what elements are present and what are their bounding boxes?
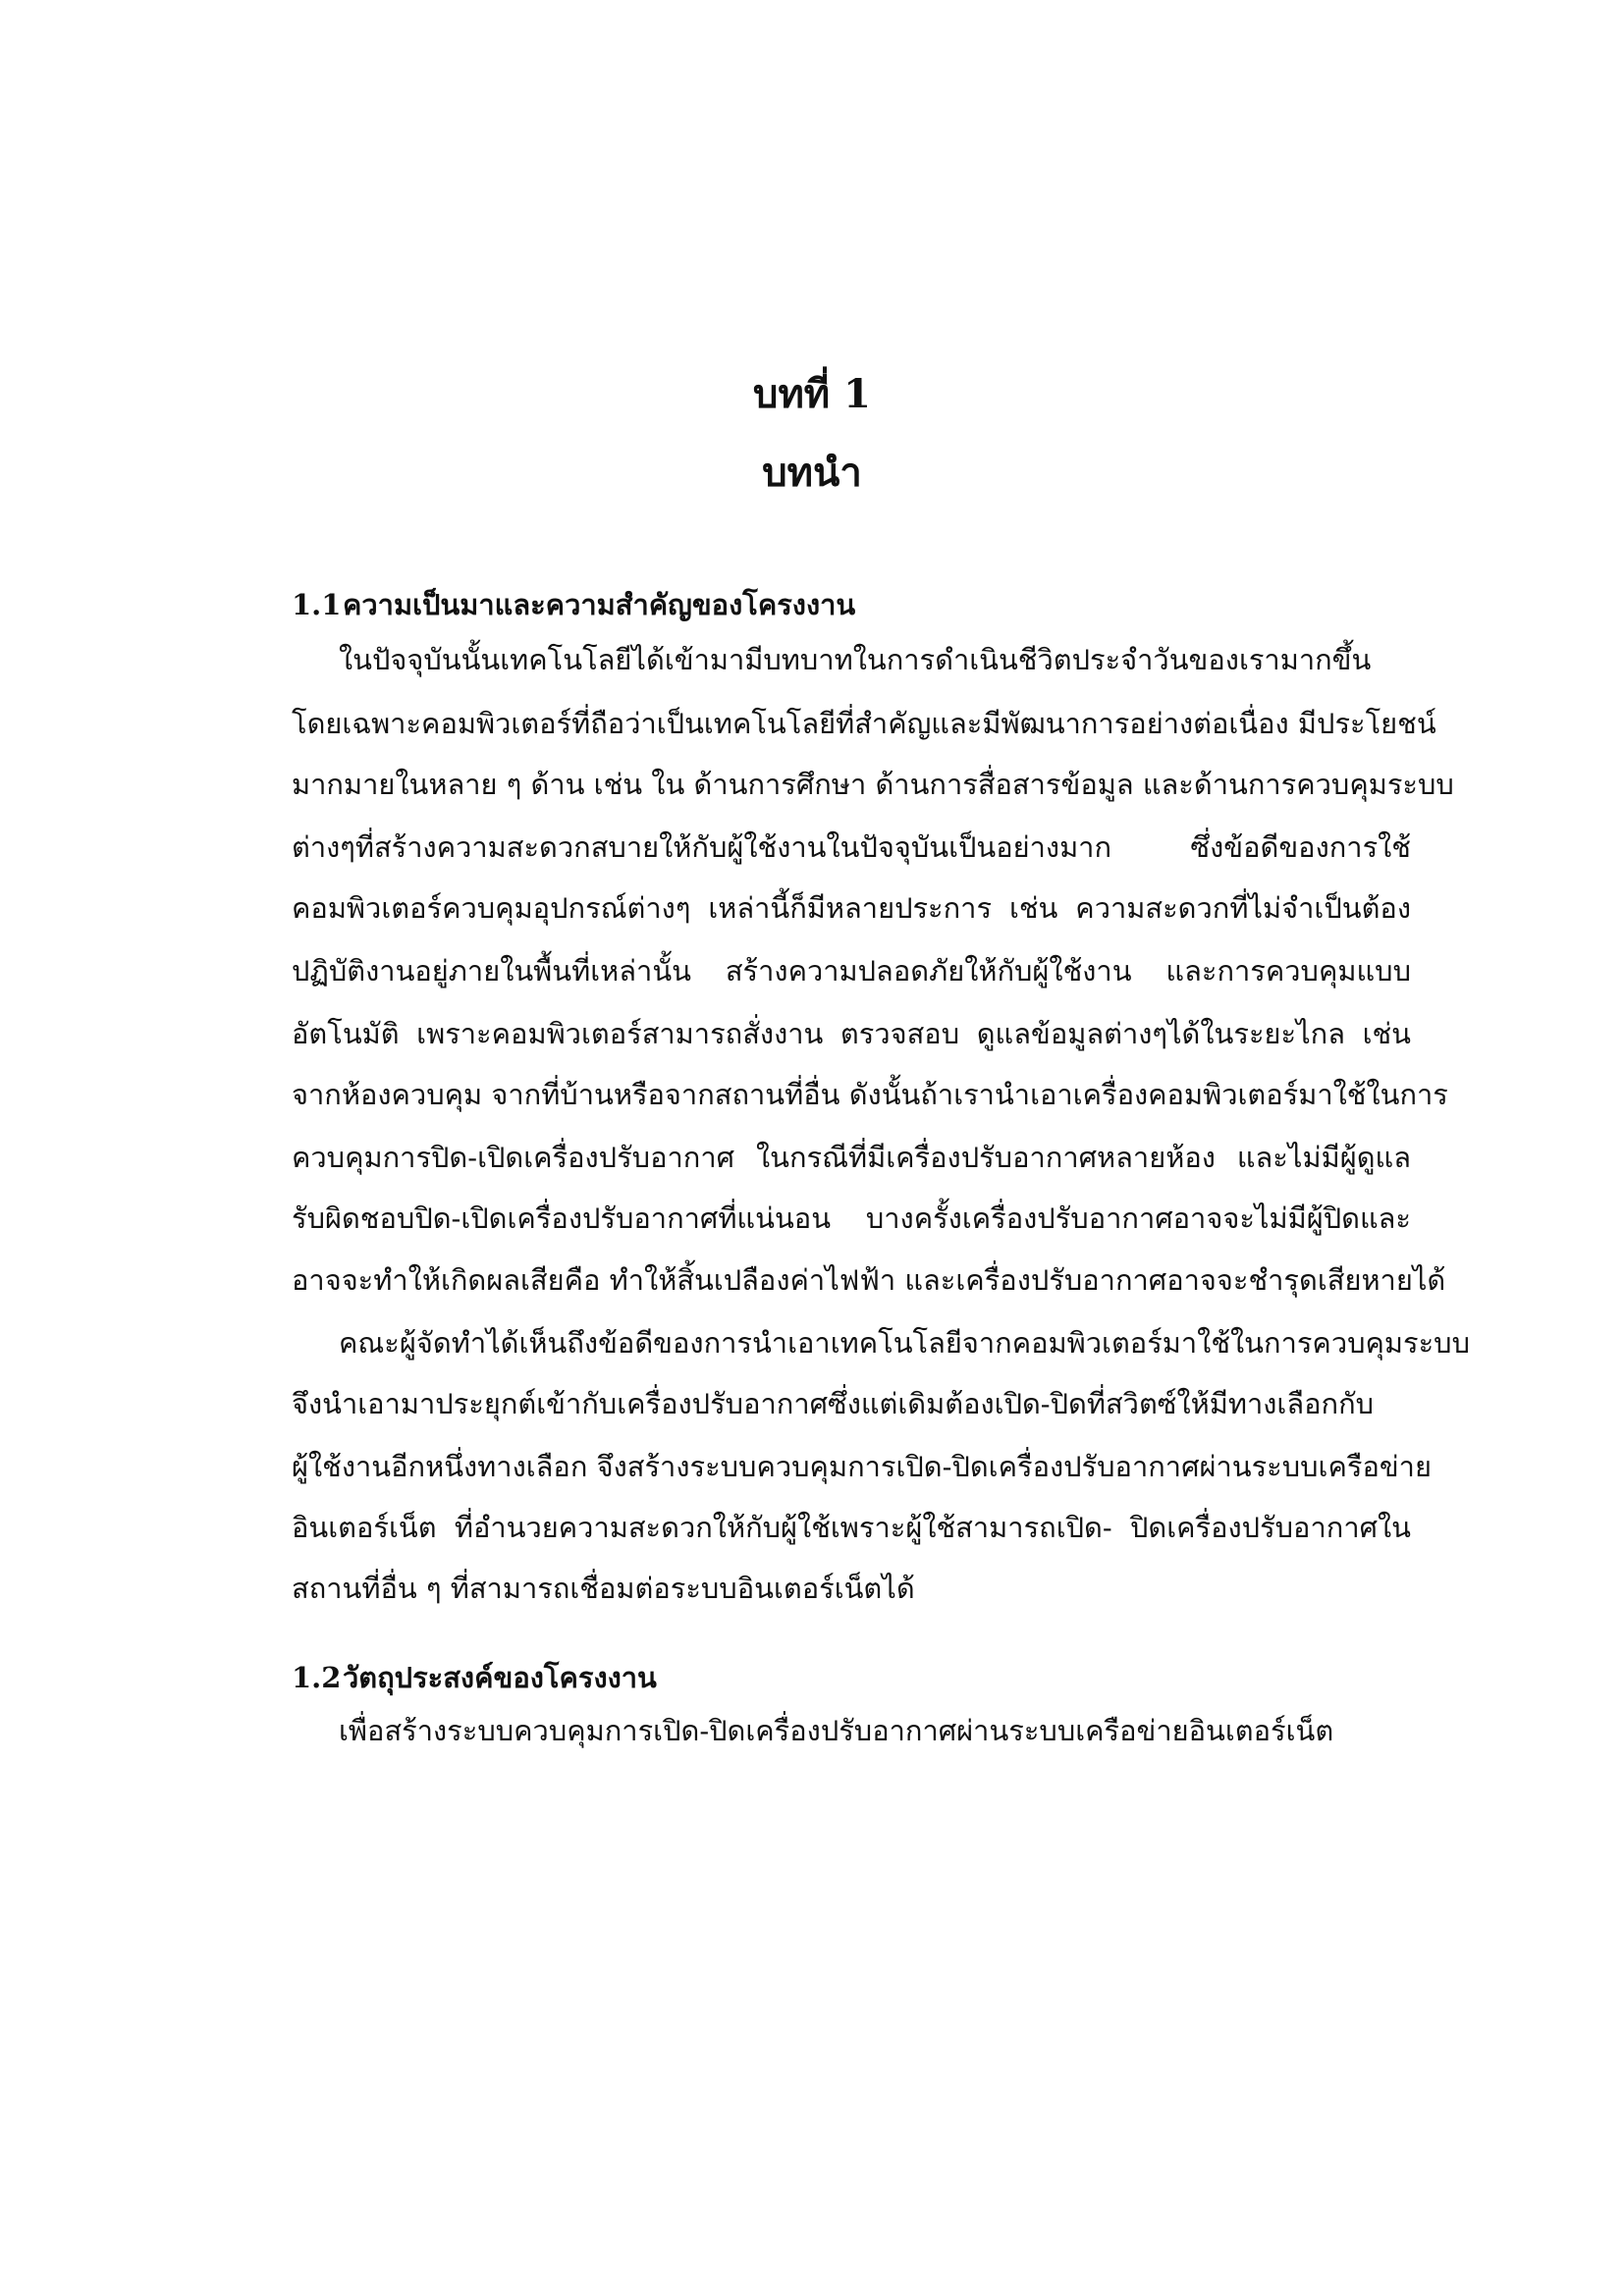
paragraph-line: ในปัจจุบันนั้นเทคโนโลยีได้เข้ามามีบทบาทในการดำเนินชีวิตประจำวันของเรามากขึ้น bbox=[339, 643, 1372, 676]
chapter-number: บทที่ 1 bbox=[753, 371, 871, 417]
paragraph-line: ปฏิบัติงานอยู่ภายในพื้นที่เหล่านั้น สร้างความปลอดภัยให้กับผู้ใช้งาน และการควบคุมแบบ bbox=[292, 954, 1411, 988]
chapter-title: บทนำ bbox=[762, 450, 862, 496]
paragraph-line: จึงนำเอามาประยุกต์เข้ากับเครื่องปรับอากาศซึ่งแต่เดิมต้องเปิด-ปิดที่สวิตซ์ให้มีทางเลือกกับ bbox=[292, 1387, 1375, 1420]
paragraph-line: รับผิดชอบปิด-เปิดเครื่องปรับอากาศที่แน่นอน บางครั้งเครื่องปรับอากาศอาจจะไม่มีผู้ปิดและ bbox=[292, 1201, 1411, 1235]
paragraph-line: โดยเฉพาะคอมพิวเตอร์ที่ถือว่าเป็นเทคโนโลยีที่สำคัญและมีพัฒนาการอย่างต่อเนื่อง มีประโยชน์ bbox=[292, 707, 1436, 740]
section-title: ความเป็นมาและความสำคัญของโครงงาน bbox=[343, 588, 856, 621]
paragraph-line: ควบคุมการปิด-เปิดเครื่องปรับอากาศ ในกรณีที่มีเครื่องปรับอากาศหลายห้อง และไม่มีผู้ดูแล bbox=[292, 1141, 1411, 1174]
paragraph-line: ต่างๆที่สร้างความสะดวกสบายให้กับผู้ใช้งานในปัจจุบันเป็นอย่างมาก ซึ่งข้อดีของการใช้ bbox=[292, 830, 1411, 864]
paragraph-line: มากมายในหลาย ๆ ด้าน เช่น ใน ด้านการศึกษา ด้านการสื่อสารข้อมูล และด้านการควบคุมระบบ bbox=[292, 768, 1454, 801]
paragraph-line: ผู้ใช้งานอีกหนึ่งทางเลือก จึงสร้างระบบควบคุมการเปิด-ปิดเครื่องปรับอากาศผ่านระบบเครือข่าย bbox=[292, 1450, 1432, 1483]
paragraph-line: อาจจะทำให้เกิดผลเสียคือ ทำให้สิ้นเปลืองค่าไฟฟ้า และเครื่องปรับอากาศอาจจะชำรุดเสียหายได้ bbox=[292, 1263, 1446, 1297]
section-number: 1.2 bbox=[292, 1661, 342, 1694]
section-heading-1-2 bbox=[292, 1658, 657, 1697]
section-heading-1-1 bbox=[292, 585, 855, 624]
paragraph-line: คอมพิวเตอร์ควบคุมอุปกรณ์ต่างๆ เหล่านี้ก็มีหลายประการ เช่น ความสะดวกที่ไม่จำเป็นต้อง bbox=[292, 891, 1411, 925]
paragraph-line: คณะผู้จัดทำได้เห็นถึงข้อดีของการนำเอาเทคโนโลยีจากคอมพิวเตอร์มาใช้ในการควบคุมระบบ bbox=[339, 1326, 1470, 1360]
paragraph-line: อัตโนมัติ เพราะคอมพิวเตอร์สามารถสั่งงาน ตรวจสอบ ดูแลข้อมูลต่างๆได้ในระยะไกล เช่น bbox=[292, 1017, 1411, 1050]
paragraph-line: เพื่อสร้างระบบควบคุมการเปิด-ปิดเครื่องปรับอากาศผ่านระบบเครือข่ายอินเตอร์เน็ต bbox=[339, 1714, 1334, 1747]
paragraph-line: อินเตอร์เน็ต ที่อำนวยความสะดวกให้กับผู้ใช้เพราะผู้ใช้สามารถเปิด- ปิดเครื่องปรับอากาศใน bbox=[292, 1511, 1411, 1544]
paragraph-line: สถานที่อื่น ๆ ที่สามารถเชื่อมต่อระบบอินเตอร์เน็ตได้ bbox=[292, 1572, 915, 1605]
section-title: วัตถุประสงค์ของโครงงาน bbox=[343, 1661, 657, 1694]
section-number: 1.1 bbox=[292, 588, 342, 621]
paragraph-line: จากห้องควบคุม จากที่บ้านหรือจากสถานที่อื่น ดังนั้นถ้าเรานำเอาเครื่องคอมพิวเตอร์มาใช้ในการ bbox=[292, 1078, 1448, 1111]
